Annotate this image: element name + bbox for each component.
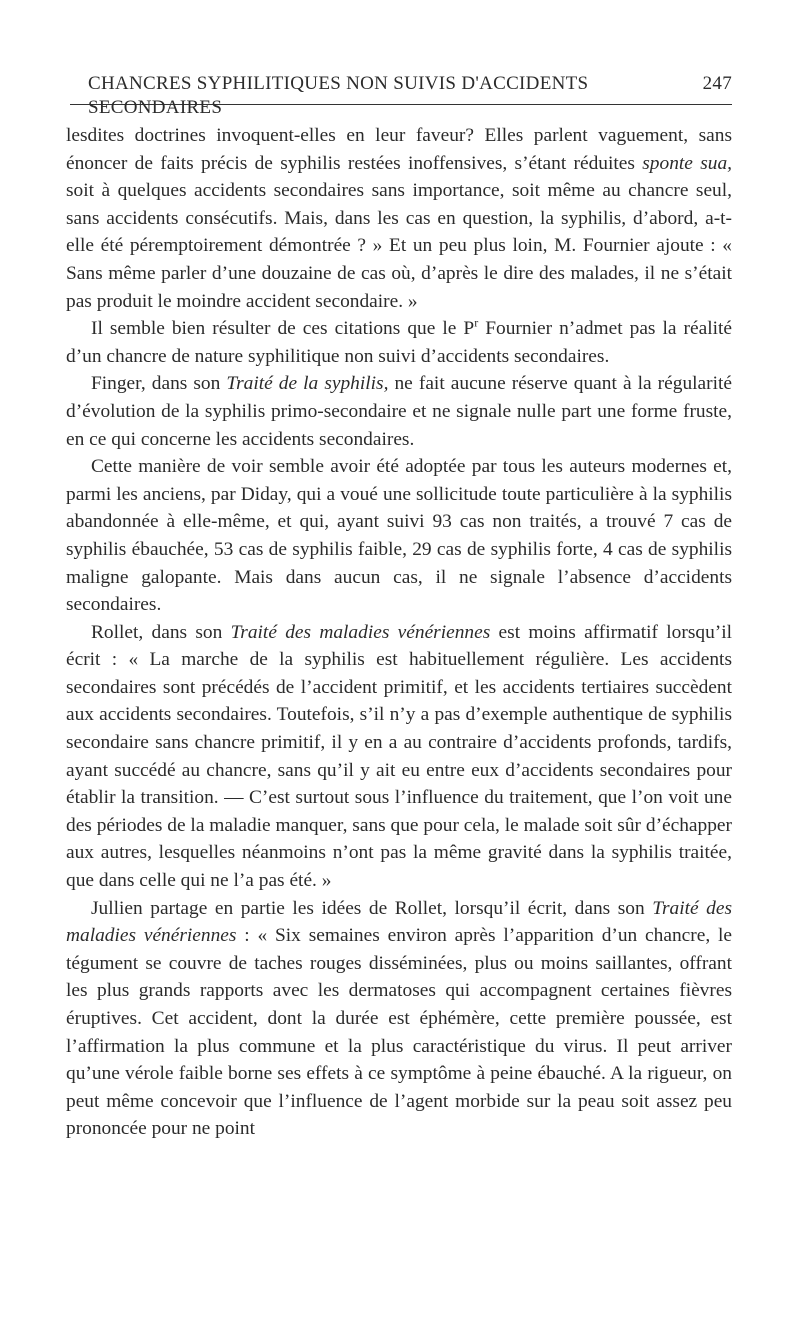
book-page <box>66 72 732 1143</box>
paragraph <box>66 315 732 370</box>
text-segment: Finger, dans son <box>91 373 227 395</box>
italic-title: sponte sua, <box>642 152 732 174</box>
italic-title: Traité des maladies vénériennes <box>66 897 732 947</box>
paragraph <box>66 619 732 895</box>
text-segment: soit à quelques accidents secondaires sans importance, soit même au chancre seul, sans accidents consécutifs. Mais, dans les cas en question, la syphilis, d’abord, a-t-elle été péremptoirement démontrée ? » Et un peu plus loin, M. Fournier ajoute : « Sans même parler d’une douzaine de cas où, d’après le dire des malades, il ne s’était pas produit le moindre accident secondaire. » <box>66 180 732 312</box>
text-segment: Cette manière de voir semble avoir été adoptée par tous les auteurs modernes et, parmi les anciens, par Diday, qui a voué une sollicitude toute particulière à la syphilis abandonnée à elle-même, et qui, ayant suivi 93 cas non traités, a trouvé 7 cas de syphilis ébauchée, 53 cas de syphilis faible, 29 cas de syphilis forte, 4 cas de syphilis maligne galopante. Mais dans aucun cas, il ne signale l’absence d’accidents secondaires. <box>66 456 732 616</box>
italic-title: Traité de la syphilis, <box>226 373 389 395</box>
body-text <box>66 122 732 1143</box>
text-segment: Il semble bien résulter de ces citations que le P <box>91 318 475 340</box>
text-segment: ne fait aucune réserve quant à la régularité d’évolution de la syphilis primo-secondaire et ne signale nulle part une forme fruste, en ce qui concerne les accidents secondaires. <box>66 373 732 450</box>
paragraph <box>66 895 732 1143</box>
text-segment: lesdites doctrines invoquent-elles en leur faveur? Elles parlent vaguement, sans énoncer de faits précis de syphilis restées inoffensives, s’étant réduites <box>66 125 732 174</box>
superscript: r <box>474 315 479 330</box>
text-segment: Fournier n’admet pas la réalité d’un chancre de nature syphilitique non suivi d’accidents secondaires. <box>66 318 732 367</box>
paragraph <box>66 122 732 315</box>
paragraph <box>66 370 732 453</box>
text-segment: Jullien partage en partie les idées de Rollet, lorsqu’il écrit, dans son <box>91 897 653 919</box>
text-segment: est moins affirmatif lorsqu’il écrit : « La marche de la syphilis est habituellement régulière. Les accidents secondaires sont précédés de l’accident primitif, et les accidents tertiaires succèdent aux accidents secondaires. Toutefois, s’il n’y a pas d’exemple authentique de syphilis secondaire sans chancre primitif, il y en a au contraire d’accidents profonds, tardifs, ayant succédé au chancre, sans qu’il y ait eu entre eux d’accidents secondaires pour établir la transition. — C’est surtout sous l’influence du traitement, que l’on voit une des périodes de la maladie manquer, sans que pour cela, le malade soit sûr d’échapper aux autres, lesquelles néanmoins n’ont pas la même gravité dans la syphilis traitée, que dans celle qui ne l’a pas été. » <box>66 621 733 892</box>
page-number: 247 <box>702 73 732 94</box>
text-segment: Rollet, dans son <box>91 621 231 643</box>
text-segment: : « Six semaines environ après l’apparition d’un chancre, le tégument se couvre de taches rouges disséminées, plus ou moins saillantes, offrant les plus grands rapports avec les dermatoses qui accompagnent certaines fièvres éruptives. Cet accident, dont la durée est éphémère, cette première poussée, est l’affirmation la plus commune et la plus caractéristique du virus. Il peut arriver qu’une vérole faible borne ses effets à ce symptôme à peine ébauché. A la rigueur, on peut même concevoir que l’influence de l’agent morbide sur la peau soit assez peu prononcée pour ne point <box>66 925 733 1140</box>
running-head-title: CHANCRES SYPHILITIQUES NON SUIVIS D'ACCIDENTS SECONDAIRES <box>88 73 589 118</box>
paragraph <box>66 453 732 619</box>
italic-title: Traité des maladies vénériennes <box>230 621 491 643</box>
running-head <box>66 72 732 118</box>
